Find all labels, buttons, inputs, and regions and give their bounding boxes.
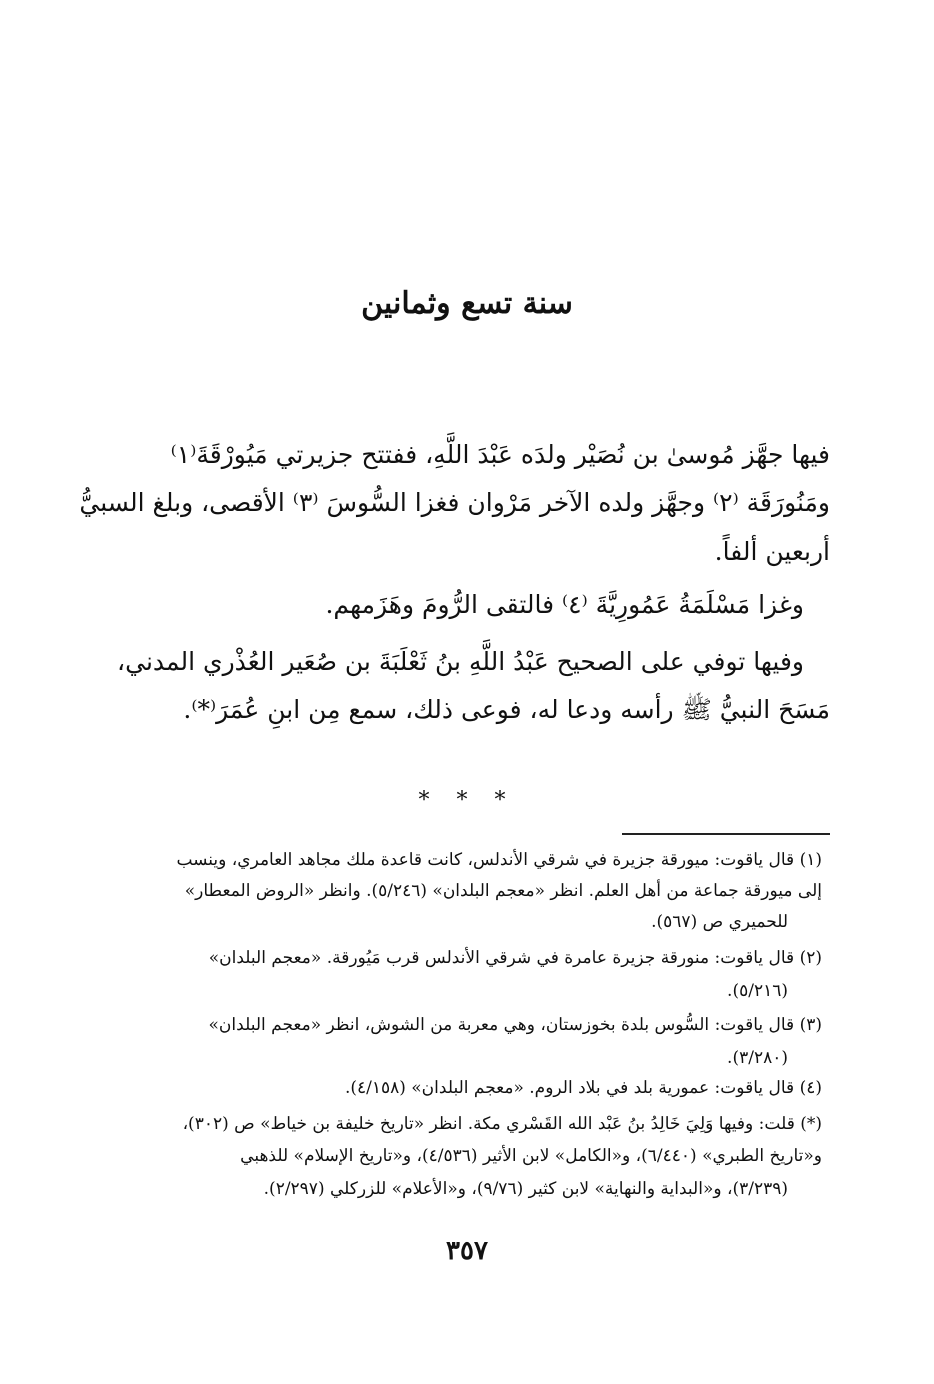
body-line: ومَنُورَقَة ⁽٢⁾ وجهَّز ولده الآخر مَرْوان فغزا السُّوسَ ⁽٣⁾ الأقصى، وبلغ السبيُّ: [79, 488, 830, 517]
chapter-title: سنة تسع وثمانين: [361, 286, 573, 321]
page-number: ٣٥٧: [446, 1236, 488, 1266]
footnote-line: (٢) قال ياقوت: منورقة جزيرة عامرة في شرقي الأندلس قرب مَيُورقة. «معجم البلدان»: [208, 948, 822, 968]
footnote-rule: [622, 833, 830, 835]
footnote-line: (٤) قال ياقوت: عمورية بلد في بلاد الروم. «معجم البلدان» (٤/١٥٨).: [344, 1078, 822, 1098]
footnote-line: إلى ميورقة جماعة من أهل العلم. انظر «معجم البلدان» (٥/٢٤٦). وانظر «الروض المعطار»: [184, 881, 822, 901]
footnote-line: (٣) قال ياقوت: السُّوس بلدة بخوزستان، وهي معربة من الشوش، انظر «معجم البلدان»: [208, 1015, 822, 1035]
footnote-line: (*) قلت: وفيها وَلِيَ خَالِدُ بنُ عَبْد الله القَسْري مكة. انظر «تاريخ خليفة بن خياط» ص (٣٠٢)،: [182, 1114, 822, 1134]
footnote-line: (٥/٢١٦).: [727, 981, 788, 1001]
footnote-line: (١) قال ياقوت: ميورقة جزيرة في شرقي الأندلس، كانت قاعدة ملك مجاهد العامري، وينسب: [176, 850, 822, 870]
footnote-line: و«تاريخ الطبري» (٦/٤٤٠)، و«الكامل» لابن الأثير (٤/٥٣٦)، و«تاريخ الإسلام» للذهبي: [240, 1146, 822, 1166]
footnote-line: للحميري ص (٥٦٧).: [651, 912, 788, 932]
footnote-line: (٣/٢٨٠).: [727, 1048, 788, 1068]
body-line: مَسَحَ النبيُّ ﷺ رأسه ودعا له، فوعى ذلك، سمع مِن ابنِ عُمَرَ⁽*⁾.: [183, 695, 830, 724]
body-line: فيها جهَّز مُوسىٰ بن نُصَيْر ولدَه عَبْدَ اللَّهِ، ففتتح جزيرتي مَيُورْقَةَ⁽١⁾: [170, 440, 830, 469]
body-line: وغزا مَسْلَمَةُ عَمُورِيَّةَ ⁽٤⁾ فالتقى الرُّومَ وهَزَمهم.: [325, 590, 804, 619]
section-separator: * * *: [418, 788, 516, 813]
footnote-line: (٣/٢٣٩)، و«البداية والنهاية» لابن كثير (٩/٧٦)، و«الأعلام» للزركلي (٢/٢٩٧).: [263, 1179, 788, 1199]
body-line: أربعين ألفاً.: [714, 537, 830, 566]
body-line: وفيها توفي على الصحيح عَبْدُ اللَّهِ بنُ ثَعْلَبَةَ بن صُعَير العُذْري المدني،: [117, 647, 804, 676]
